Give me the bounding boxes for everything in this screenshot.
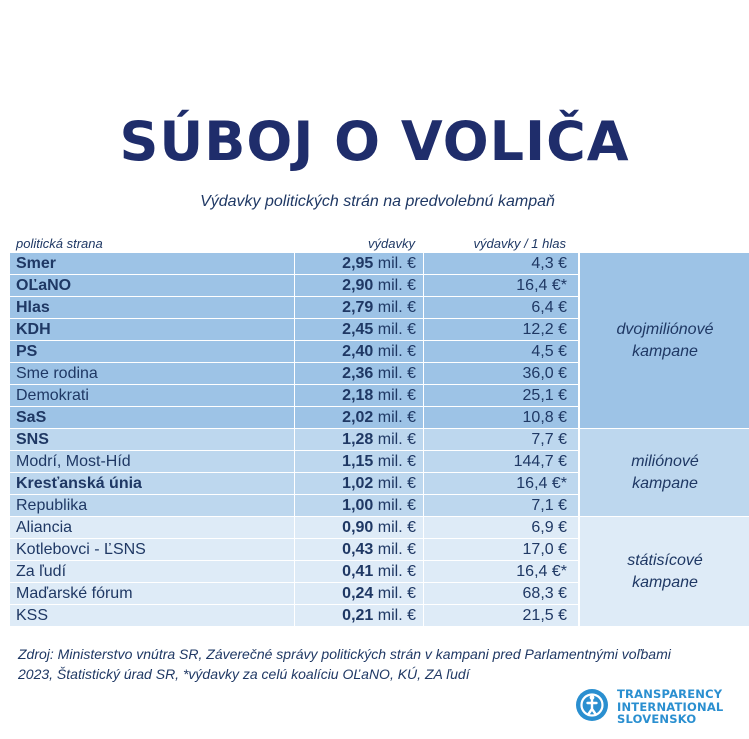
per-vote-cell: 7,1 € <box>423 495 580 516</box>
expenses-unit: mil. € <box>377 255 416 272</box>
expenses-unit: mil. € <box>377 387 416 404</box>
party-name: Kresťanská únia <box>16 475 142 492</box>
table-row <box>10 472 580 494</box>
expenses-amount: 0,41 <box>342 563 374 580</box>
party-name: Demokrati <box>16 387 89 404</box>
per-vote-cell: 16,4 €* <box>423 275 580 296</box>
table-row <box>10 560 580 582</box>
party-name: Aliancia <box>16 519 73 536</box>
per-vote-cell: 16,4 €* <box>423 561 580 582</box>
table-row <box>10 406 580 428</box>
expenses-unit: mil. € <box>377 409 416 426</box>
column-header-expenses: výdavky <box>368 236 415 251</box>
logo-line-2: INTERNATIONAL <box>617 699 724 714</box>
group-label-line-2: kampane <box>632 342 698 360</box>
expenses-cell <box>294 407 422 428</box>
expenses-amount: 1,15 <box>342 453 374 470</box>
source-note <box>18 644 738 684</box>
page-subtitle: Výdavky politických strán na predvolebnú kampaň <box>200 193 555 210</box>
party-name: Republika <box>16 497 88 514</box>
per-vote-cell: 4,3 € <box>423 253 580 274</box>
table-row <box>10 340 580 362</box>
expenses-unit: mil. € <box>377 365 416 382</box>
party-name: SaS <box>16 409 47 426</box>
per-vote-cell: 36,0 € <box>423 363 580 384</box>
expenses-amount: 2,79 <box>342 299 374 316</box>
per-vote-cell: 6,9 € <box>423 517 580 538</box>
expenses-cell <box>294 253 422 274</box>
expenses-cell <box>294 341 422 362</box>
table-row <box>10 252 580 274</box>
expenses-amount: 2,18 <box>342 387 374 404</box>
party-name: KDH <box>16 321 51 338</box>
expenses-unit: mil. € <box>377 475 416 492</box>
source-line-2: 2023, Štatistický úrad SR, *výdavky za celú koalíciu OĽaNO, KÚ, ZA ľudí <box>18 666 470 682</box>
campaign-group-label <box>578 516 749 626</box>
expenses-cell <box>294 517 422 538</box>
expenses-amount: 1,02 <box>342 475 374 492</box>
party-name: Smer <box>16 255 57 272</box>
ti-logo-icon <box>575 688 609 722</box>
expenses-cell <box>294 275 422 296</box>
party-name: PS <box>16 343 38 360</box>
per-vote-cell: 25,1 € <box>423 385 580 406</box>
group-label-line-1: dvojmiliónové <box>616 320 714 338</box>
expenses-cell <box>294 297 422 318</box>
group-label-line-2: kampane <box>632 573 698 591</box>
table-row <box>10 384 580 406</box>
column-header-per-vote: výdavky / 1 hlas <box>473 236 566 251</box>
expenses-unit: mil. € <box>377 431 416 448</box>
table-row <box>10 516 580 538</box>
table-row <box>10 274 580 296</box>
expenses-unit: mil. € <box>377 563 416 580</box>
group-label-line-2: kampane <box>632 474 698 492</box>
expenses-amount: 2,90 <box>342 277 374 294</box>
expenses-unit: mil. € <box>377 321 416 338</box>
expenses-cell <box>294 495 422 516</box>
table-row <box>10 362 580 384</box>
expenses-unit: mil. € <box>377 497 416 514</box>
source-line-1: Zdroj: Ministerstvo vnútra SR, Záverečné správy politických strán v kampani pred Parlamentnými voľbami <box>18 646 671 662</box>
logo-line-1: TRANSPARENCY <box>617 687 723 701</box>
table-row <box>10 494 580 516</box>
party-name: Kotlebovci - ĽSNS <box>16 541 146 558</box>
expenses-unit: mil. € <box>377 585 416 602</box>
column-header-party: politická strana <box>16 236 103 251</box>
expenses-amount: 1,28 <box>342 431 374 448</box>
page-title: SÚBOJ O VOLIČA <box>119 110 630 173</box>
expenses-amount: 2,40 <box>342 343 374 360</box>
logo-line-3: SLOVENSKO <box>617 712 697 726</box>
table-row <box>10 296 580 318</box>
per-vote-cell: 7,7 € <box>423 429 580 450</box>
table-row <box>10 450 580 472</box>
ti-logo-text <box>617 688 723 726</box>
party-name: Za ľudí <box>16 563 67 580</box>
expenses-cell <box>294 605 422 626</box>
expenses-amount: 2,36 <box>342 365 374 382</box>
expenses-unit: mil. € <box>377 519 416 536</box>
expenses-unit: mil. € <box>377 607 416 624</box>
expenses-unit: mil. € <box>377 453 416 470</box>
expenses-cell <box>294 319 422 340</box>
transparency-international-logo <box>575 688 745 728</box>
expenses-unit: mil. € <box>377 343 416 360</box>
expenses-amount: 2,02 <box>342 409 374 426</box>
party-name: Maďarské fórum <box>16 585 133 602</box>
expenses-unit: mil. € <box>377 299 416 316</box>
expenses-cell <box>294 363 422 384</box>
expenses-cell <box>294 539 422 560</box>
party-name: Sme rodina <box>16 365 98 382</box>
expenses-cell <box>294 385 422 406</box>
expenses-amount: 2,45 <box>342 321 374 338</box>
per-vote-cell: 12,2 € <box>423 319 580 340</box>
expenses-amount: 0,21 <box>342 607 374 624</box>
per-vote-cell: 6,4 € <box>423 297 580 318</box>
group-label-line-1: miliónové <box>631 452 699 470</box>
party-name: SNS <box>16 431 49 448</box>
table-row <box>10 604 580 626</box>
expenses-unit: mil. € <box>377 277 416 294</box>
campaign-group-label <box>578 252 749 428</box>
campaign-group-label <box>578 428 749 516</box>
table-row <box>10 582 580 604</box>
party-name: Modrí, Most-Híd <box>16 453 131 470</box>
group-label-line-1: státisícové <box>627 551 703 569</box>
table-row <box>10 318 580 340</box>
per-vote-cell: 17,0 € <box>423 539 580 560</box>
per-vote-cell: 4,5 € <box>423 341 580 362</box>
expenses-amount: 0,24 <box>342 585 374 602</box>
expenses-amount: 2,95 <box>342 255 374 272</box>
party-name: OĽaNO <box>16 277 72 294</box>
expenses-amount: 1,00 <box>342 497 374 514</box>
per-vote-cell: 144,7 € <box>423 451 580 472</box>
expenses-unit: mil. € <box>377 541 416 558</box>
expenses-amount: 0,90 <box>342 519 374 536</box>
table-row <box>10 538 580 560</box>
per-vote-cell: 68,3 € <box>423 583 580 604</box>
expenses-cell <box>294 561 422 582</box>
table-row <box>10 428 580 450</box>
expenses-cell <box>294 473 422 494</box>
party-name: Hlas <box>16 299 50 316</box>
party-name: KSS <box>16 607 49 624</box>
expenses-cell <box>294 429 422 450</box>
per-vote-cell: 10,8 € <box>423 407 580 428</box>
expenses-amount: 0,43 <box>342 541 374 558</box>
per-vote-cell: 16,4 €* <box>423 473 580 494</box>
per-vote-cell: 21,5 € <box>423 605 580 626</box>
expenses-cell <box>294 451 422 472</box>
expenses-cell <box>294 583 422 604</box>
